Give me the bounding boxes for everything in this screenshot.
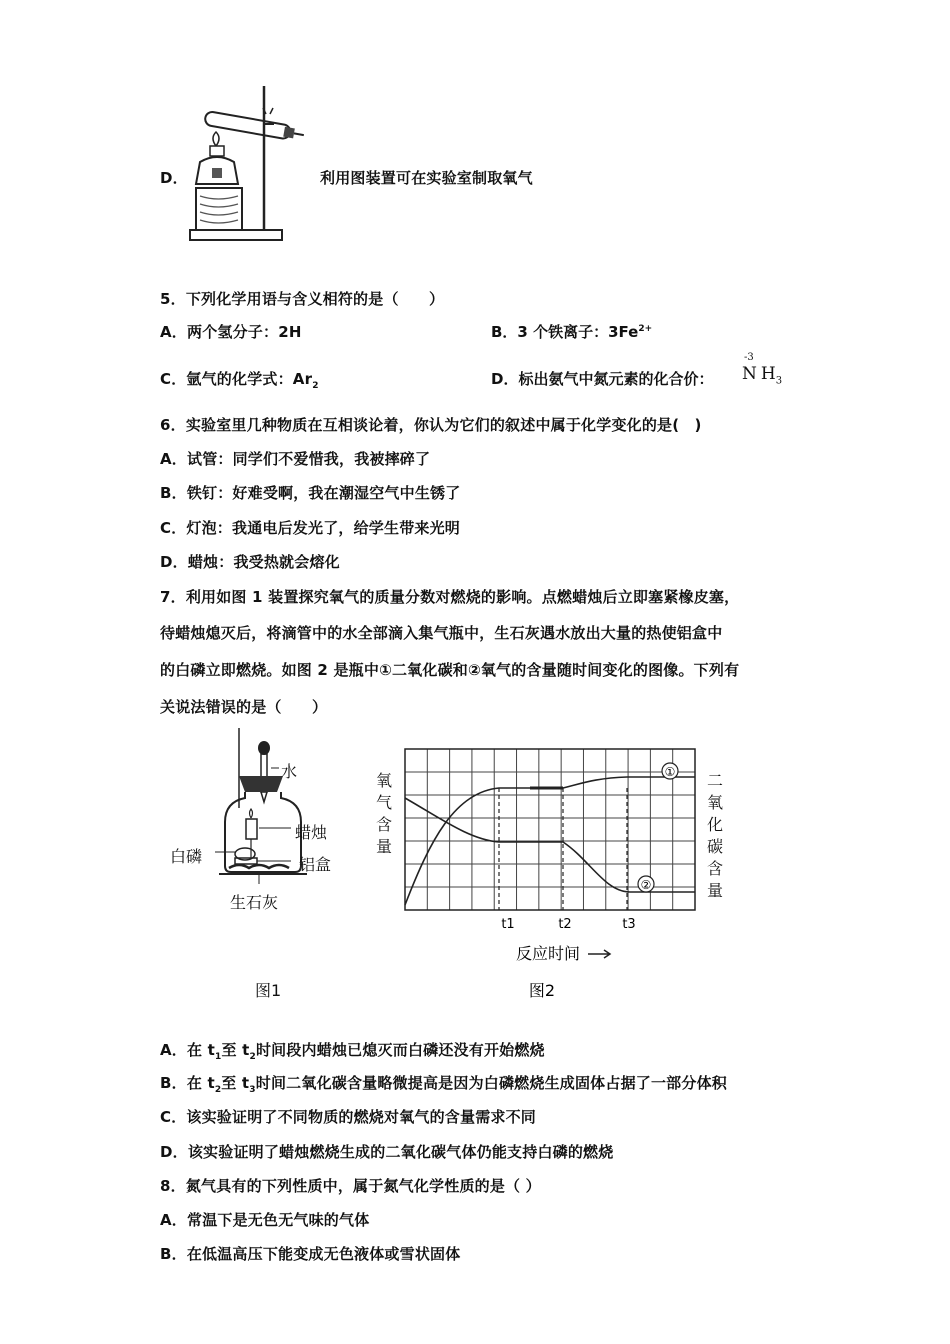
q7-option-d: D．该实验证明了蜡烛燃烧生成的二氧化碳气体仍能支持白磷的燃烧 [160,1143,614,1161]
q6-option-b: B．铁钉：好难受啊，我在潮湿空气中生锈了 [160,484,461,502]
q4-option-d-text: 利用图装置可在实验室制取氧气 [320,169,533,187]
fig1-caption: 图1 [255,981,282,1000]
figure-2-chart [370,740,750,1010]
series-co2-marker: ① [664,765,676,779]
oxygen-apparatus-diagram [186,84,306,246]
x-tick-t1: t1 [501,917,515,932]
x-tick-t2: t2 [558,917,572,932]
nitrogen-valence: -3 [744,352,754,363]
fig1-label-phosphorus: 白磷 [170,847,203,866]
q7-option-a: A．在 $t_1$至 $t_2$时间段内蜡烛已熄灭而白磷还没有开始燃烧 [160,1041,545,1062]
q7-stem-line-3: 的白磷立即燃烧。如图 2 是瓶中①二氧化碳和②氧气的含量随时间变化的图像。下列有 [160,661,740,679]
x-axis-arrow [588,950,610,958]
q7-stem-line-2: 待蜡烛熄灭后，将滴管中的水全部滴入集气瓶中，生石灰遇水放出大量的热使铝盒中 [160,624,723,642]
q7-stem-line-1: 7．利用如图 1 装置探究氧气的质量分数对燃烧的影响。点燃蜡烛后立即塞紧橡皮塞， [160,588,740,606]
ammonia-formula: N $H_3$ [742,364,783,387]
q8-option-b: B．在低温高压下能变成无色液体或雪状固体 [160,1245,461,1263]
figure-2-caption: 图2 [528,981,556,1000]
x-tick-t3: t3 [622,917,636,932]
q7-stem-line-4: 关说法错误的是（ ） [160,698,328,716]
q6-option-c: C．灯泡：我通电后发光了，给学生带来光明 [160,519,461,537]
q8-stem: 8．氮气具有的下列性质中，属于氮气化学性质的是（ ） [160,1177,541,1195]
q7-option-b: B．在 $t_2$至 $t_3$时间二氧化碳含量略微提高是因为白磷燃烧生成固体占据了一部分体积 [160,1074,727,1095]
q8-option-a: A．常温下是无色无气味的气体 [160,1211,370,1229]
q5-option-a: A．两个氢分子：2H [160,323,302,341]
q5-option-b: B．3 个铁离子：$3Fe^{2+}$ [491,323,653,341]
x-axis-label: 反应时间 [515,944,581,963]
fig1-label-al-box: 铝盒 [299,855,332,874]
y-axis-right-label: 二氧化碳含量 [707,771,724,900]
q6-option-d: D．蜡烛：我受热就会熔化 [160,553,340,571]
q5-option-d: D．标出氨气中氮元素的化合价： [491,370,714,388]
fig1-label-quicklime: 生石灰 [230,893,279,912]
fig1-label-candle: 蜡烛 [295,823,328,842]
y-axis-left-label: 氧气含量 [376,771,393,856]
q7-option-c: C．该实验证明了不同物质的燃烧对氧气的含量需求不同 [160,1108,537,1126]
fig1-label-water: 水 [281,762,298,781]
q6-stem: 6．实验室里几种物质在互相谈论着，你认为它们的叙述中属于化学变化的是( ) [160,416,702,434]
q5-stem: 5．下列化学用语与含义相符的是（ ） [160,290,445,308]
q6-option-a: A．试管：同学们不爱惜我，我被摔碎了 [160,450,431,468]
series-o2-marker: ② [640,878,652,892]
q5-option-c: C．氩气的化学式：$Ar_2$ [160,370,319,391]
q4-option-d-label: D． [160,169,188,187]
